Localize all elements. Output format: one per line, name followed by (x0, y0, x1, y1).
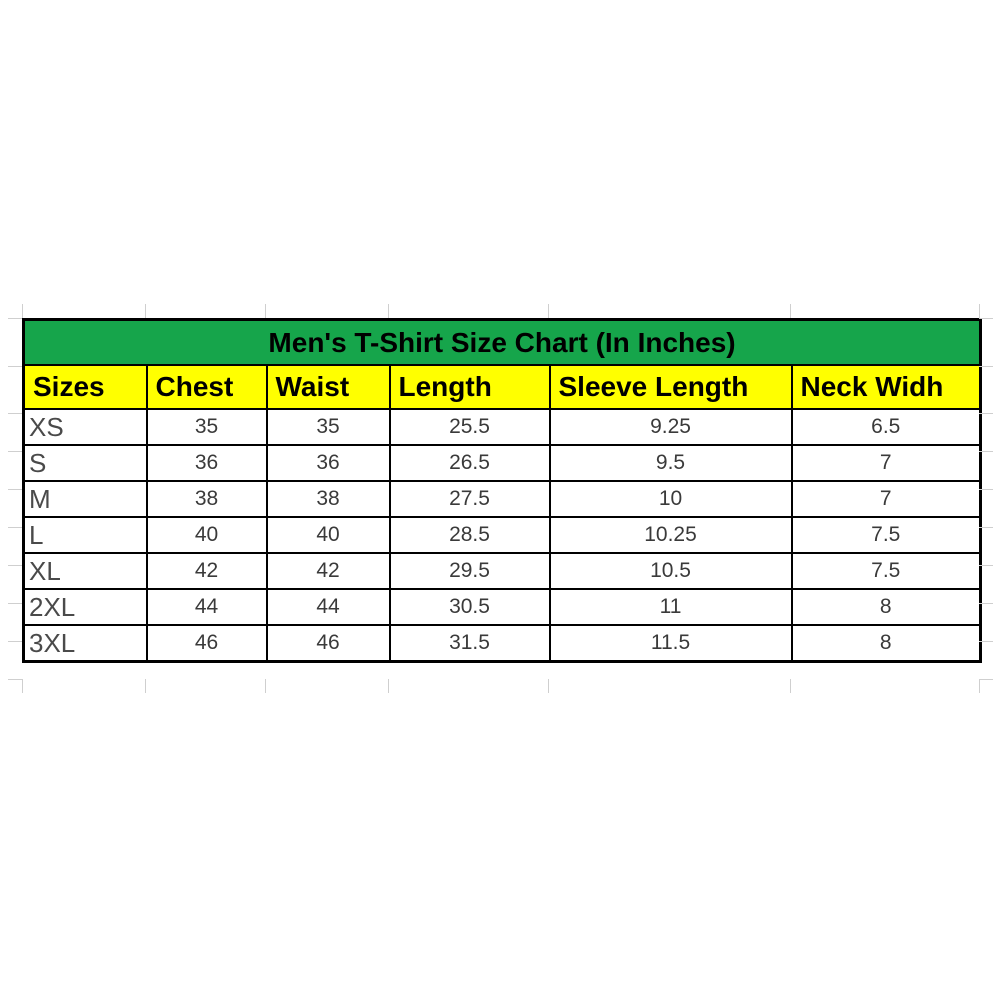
measurement-value: 28.5 (390, 517, 550, 553)
gridline-stub (979, 304, 980, 318)
gridline-stub (979, 641, 993, 642)
gridline-stub (979, 603, 993, 604)
measurement-value: 35 (267, 409, 390, 445)
table-row (24, 589, 981, 625)
measurement-value: 10.5 (550, 553, 792, 589)
measurement-value: 36 (147, 445, 267, 481)
gridline-stub (8, 489, 22, 490)
gridline-stub (8, 603, 22, 604)
column-header-row (24, 365, 981, 409)
measurement-value: 27.5 (390, 481, 550, 517)
gridline-stub (265, 304, 266, 318)
column-header-neck-widh: Neck Widh (792, 365, 981, 409)
measurement-value: 44 (267, 589, 390, 625)
measurement-value: 9.25 (550, 409, 792, 445)
gridline-stub (979, 565, 993, 566)
table-row (24, 481, 981, 517)
gridline-stub (790, 679, 791, 693)
column-header-length: Length (390, 365, 550, 409)
gridline-stub (8, 318, 22, 319)
gridline-stub (145, 679, 146, 693)
measurement-value: 7.5 (792, 517, 981, 553)
measurement-value: 46 (267, 625, 390, 662)
measurement-value: 30.5 (390, 589, 550, 625)
measurement-value: 11 (550, 589, 792, 625)
gridline-stub (979, 679, 993, 680)
measurement-value: 40 (147, 517, 267, 553)
size-label: XS (24, 409, 147, 445)
measurement-value: 42 (147, 553, 267, 589)
measurement-value: 46 (147, 625, 267, 662)
gridline-stub (8, 641, 22, 642)
gridline-stub (22, 304, 23, 318)
column-header-chest: Chest (147, 365, 267, 409)
measurement-value: 31.5 (390, 625, 550, 662)
column-header-waist: Waist (267, 365, 390, 409)
measurement-value: 40 (267, 517, 390, 553)
gridline-stub (145, 304, 146, 318)
measurement-value: 10.25 (550, 517, 792, 553)
table-row (24, 553, 981, 589)
measurement-value: 38 (147, 481, 267, 517)
gridline-stub (8, 527, 22, 528)
size-chart-table (22, 318, 982, 663)
table-row (24, 517, 981, 553)
size-label: 2XL (24, 589, 147, 625)
table-row (24, 445, 981, 481)
gridline-stub (979, 451, 993, 452)
title-row (24, 320, 981, 366)
measurement-value: 6.5 (792, 409, 981, 445)
gridline-stub (548, 679, 549, 693)
size-label: S (24, 445, 147, 481)
gridline-stub (8, 565, 22, 566)
measurement-value: 7.5 (792, 553, 981, 589)
size-label: 3XL (24, 625, 147, 662)
measurement-value: 38 (267, 481, 390, 517)
measurement-value: 35 (147, 409, 267, 445)
measurement-value: 42 (267, 553, 390, 589)
gridline-stub (979, 679, 980, 693)
size-label: L (24, 517, 147, 553)
gridline-stub (8, 451, 22, 452)
gridline-stub (979, 489, 993, 490)
gridline-stub (8, 413, 22, 414)
measurement-value: 7 (792, 481, 981, 517)
measurement-value: 29.5 (390, 553, 550, 589)
gridline-stub (8, 366, 22, 367)
column-header-sizes: Sizes (24, 365, 147, 409)
measurement-value: 11.5 (550, 625, 792, 662)
gridline-stub (548, 304, 549, 318)
gridline-stub (790, 304, 791, 318)
size-label: M (24, 481, 147, 517)
gridline-stub (22, 679, 23, 693)
table-row (24, 409, 981, 445)
measurement-value: 7 (792, 445, 981, 481)
gridline-stub (388, 304, 389, 318)
measurement-value: 9.5 (550, 445, 792, 481)
gridline-stub (979, 366, 993, 367)
gridline-stub (8, 679, 22, 680)
measurement-value: 10 (550, 481, 792, 517)
gridline-stub (979, 413, 993, 414)
gridline-stub (979, 527, 993, 528)
measurement-value: 25.5 (390, 409, 550, 445)
table-row (24, 625, 981, 662)
measurement-value: 44 (147, 589, 267, 625)
measurement-value: 36 (267, 445, 390, 481)
gridline-stub (979, 318, 993, 319)
table-title: Men's T-Shirt Size Chart (In Inches) (24, 320, 981, 366)
measurement-value: 26.5 (390, 445, 550, 481)
measurement-value: 8 (792, 589, 981, 625)
gridline-stub (388, 679, 389, 693)
measurement-value: 8 (792, 625, 981, 662)
column-header-sleeve-length: Sleeve Length (550, 365, 792, 409)
gridline-stub (265, 679, 266, 693)
size-label: XL (24, 553, 147, 589)
